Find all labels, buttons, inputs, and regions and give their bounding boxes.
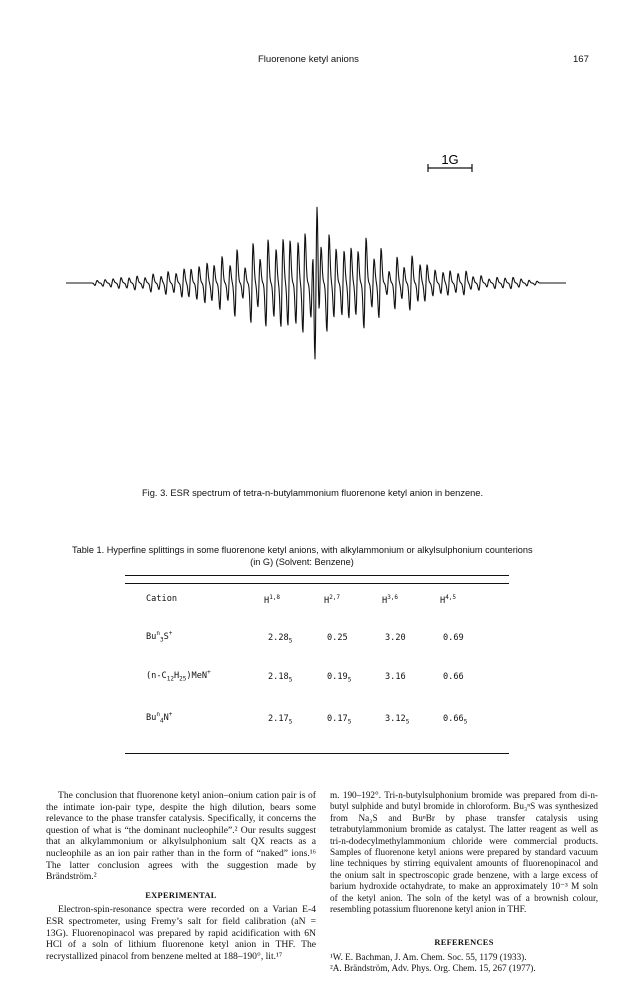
figure-caption: Fig. 3. ESR spectrum of tetra-n-butylammonium fluorenone ketyl anion in benzene. (142, 488, 484, 498)
col-header-h45: H$^{4,5}$ (440, 594, 457, 606)
table-cell: 0.69 (443, 633, 464, 643)
table-cell: $0.66_5$ (443, 714, 468, 726)
reference-item: ²A. Brändström, Adv. Phys. Org. Chem. 15, 267 (1977). (330, 963, 536, 974)
table-cell: 0.25 (327, 633, 348, 643)
body-paragraph: m. 190–192°. Tri-n-butylsulphonium bromide was prepared from di-n-butyl sulphide and butyl bromide in chloroform. Bu₃ⁿS was synthesized from Na₂S and BuⁿBr by phase transfer catalysis using tetrabutylammonium bromide as catalyst. The latter reagent as well as tri-n-dodecylmethylammonium chloride were commercial products. Samples of fluorenone ketyl anions were prepared by standard vacuum line techniques by stirring equivalent amounts of fluorenopinacol and the onium salt in spectroscopic grade benzene, with a large excess of barium hydroxide octahydrate, to make an approximately 10⁻³ M soln of the ketyl anion. The soln of the ketyl was of a brownish colour, resembling potassium fluorenone ketyl anion in THF. (330, 790, 598, 915)
table-cell: $0.19_5$ (327, 672, 352, 684)
reference-item: ¹W. E. Bachman, J. Am. Chem. Soc. 55, 1179 (1933). (330, 951, 527, 962)
references-list (330, 952, 598, 975)
section-heading-references: REFERENCES (434, 938, 494, 948)
table-header-rule (125, 583, 509, 584)
esr-spectrum-figure (66, 80, 566, 480)
table-row-cation: $Bu^n_3S^+$ (146, 630, 173, 644)
table-caption (72, 544, 572, 568)
col-header-cation: Cation (146, 594, 178, 604)
table-row-cation: $Bu^n_4N^+$ (146, 711, 173, 725)
table-top-rule (125, 575, 509, 576)
table-cell: $2.18_5$ (268, 672, 293, 684)
esr-spectrum-trace (66, 207, 566, 359)
table-cell: $0.17_5$ (327, 714, 352, 726)
table-caption-sub: (in G) (Solvent: Benzene) (250, 557, 354, 567)
page-number: 167 (573, 54, 589, 65)
col-header-h27: H$^{2,7}$ (324, 594, 341, 606)
section-heading-experimental: EXPERIMENTAL (145, 890, 217, 900)
table-cell: $2.17_5$ (268, 714, 293, 726)
right-column (330, 790, 598, 975)
body-paragraph: Electron-spin-resonance spectra were recorded on a Varian E-4 ESR spectrometer, using Fremy’s salt for field calibration (aN = 13G). Fluorenopinacol was prepared by rapid acidification with 6N HCl of a soln of lithium fluorenone ketyl anion in THF. The recrystallized pinacol from benzene melted at 188–190°, lit.¹⁷ (46, 904, 316, 962)
table-caption-main: Table 1. Hyperfine splittings in some fluorenone ketyl anions, with alkylammonium or alkylsulphonium counterions (72, 545, 533, 555)
table-bottom-rule (125, 753, 509, 754)
scale-bar (428, 152, 472, 172)
table-cell: 3.16 (385, 672, 406, 682)
table-cell: $3.12_5$ (385, 714, 410, 726)
left-column (46, 790, 316, 962)
col-header-h18: H$^{1,8}$ (264, 594, 281, 606)
col-header-h36: H$^{3,6}$ (382, 594, 399, 606)
table-row-cation: $(n-C_{12}H_{25})MeN^+$ (146, 669, 211, 683)
table-cell: $2.28_5$ (268, 633, 293, 645)
scale-label: 1G (441, 152, 459, 167)
running-title: Fluorenone ketyl anions (258, 54, 359, 65)
body-paragraph: The conclusion that fluorenone ketyl anion–onium cation pair is of the intimate ion-pair type, despite the high dilution, bears some relevance to the phase transfer catalysis. Specifically, it concerns the question of what is “the dominant nucleophile”.² Our results suggest that an alkylammonium or alkylsulphonium salt QX reacts as a nucleophile as an ion pair rather than in the form of “naked” ions.¹⁶ The latter conclusion agrees with the suggestion made by Brändström.² (46, 790, 316, 883)
table-cell: 3.20 (385, 633, 406, 643)
table-cell: 0.66 (443, 672, 464, 682)
